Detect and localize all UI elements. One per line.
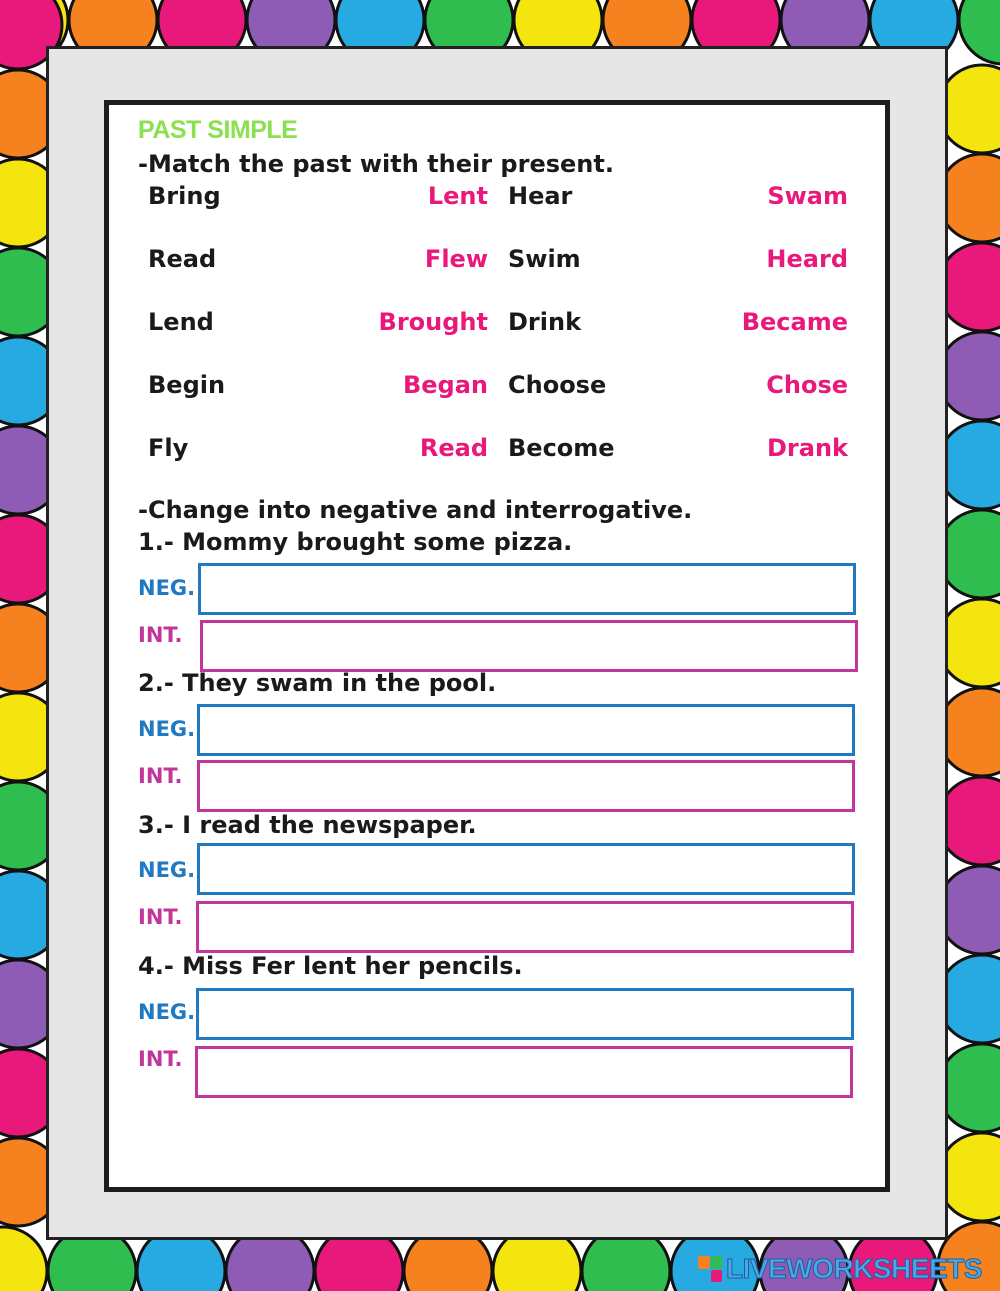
neg-answer-box-4[interactable] — [196, 988, 854, 1040]
match-answer[interactable]: Brought — [378, 308, 488, 336]
match-answer[interactable]: Became — [741, 308, 848, 336]
sentence-4: 4.- Miss Fer lent her pencils. — [138, 952, 523, 980]
match-answer[interactable]: Began — [402, 371, 488, 399]
neg-answer-box-2[interactable] — [197, 704, 855, 756]
match-word: Swim — [508, 245, 581, 273]
int-answer-box-3[interactable] — [196, 901, 854, 953]
watermark-text: LIVEWORKSHEETS — [726, 1253, 982, 1284]
scallop-dot — [0, 1227, 47, 1291]
match-word: Read — [148, 245, 217, 273]
liveworksheets-logo-icon — [698, 1256, 722, 1282]
match-word: Choose — [508, 371, 607, 399]
int-label: INT. — [138, 905, 183, 929]
match-word: Hear — [508, 182, 573, 210]
match-answer[interactable]: Heard — [766, 245, 848, 273]
match-word: Lend — [148, 308, 214, 336]
neg-answer-box-3[interactable] — [197, 843, 855, 895]
change-instruction: -Change into negative and interrogative. — [138, 496, 693, 524]
scallop-dot — [959, 0, 1000, 64]
neg-label: NEG. — [138, 576, 196, 600]
match-instruction: -Match the past with their present. — [138, 150, 614, 178]
match-answer[interactable]: Read — [419, 434, 488, 462]
sentence-2: 2.- They swam in the pool. — [138, 669, 497, 697]
int-label: INT. — [138, 1047, 183, 1071]
neg-label: NEG. — [138, 717, 196, 741]
match-word: Fly — [148, 434, 189, 462]
int-label: INT. — [138, 764, 183, 788]
page-title: PAST SIMPLE — [138, 116, 298, 144]
match-answer[interactable]: Flew — [424, 245, 488, 273]
match-answer[interactable]: Drank — [767, 434, 848, 462]
match-answer[interactable]: Chose — [766, 371, 848, 399]
match-word: Become — [508, 434, 615, 462]
sentence-3: 3.- I read the newspaper. — [138, 811, 477, 839]
match-answer[interactable]: Swam — [767, 182, 848, 210]
liveworksheets-watermark — [698, 1254, 982, 1284]
match-word: Bring — [148, 182, 221, 210]
neg-answer-box-1[interactable] — [198, 563, 856, 615]
int-answer-box-2[interactable] — [197, 760, 855, 812]
sentence-1: 1.- Mommy brought some pizza. — [138, 528, 573, 556]
int-label: INT. — [138, 623, 183, 647]
int-answer-box-4[interactable] — [195, 1046, 853, 1098]
neg-label: NEG. — [138, 858, 196, 882]
int-answer-box-1[interactable] — [200, 620, 858, 672]
match-word: Begin — [148, 371, 226, 399]
match-answer[interactable]: Lent — [427, 182, 488, 210]
neg-label: NEG. — [138, 1000, 196, 1024]
match-word: Drink — [508, 308, 582, 336]
